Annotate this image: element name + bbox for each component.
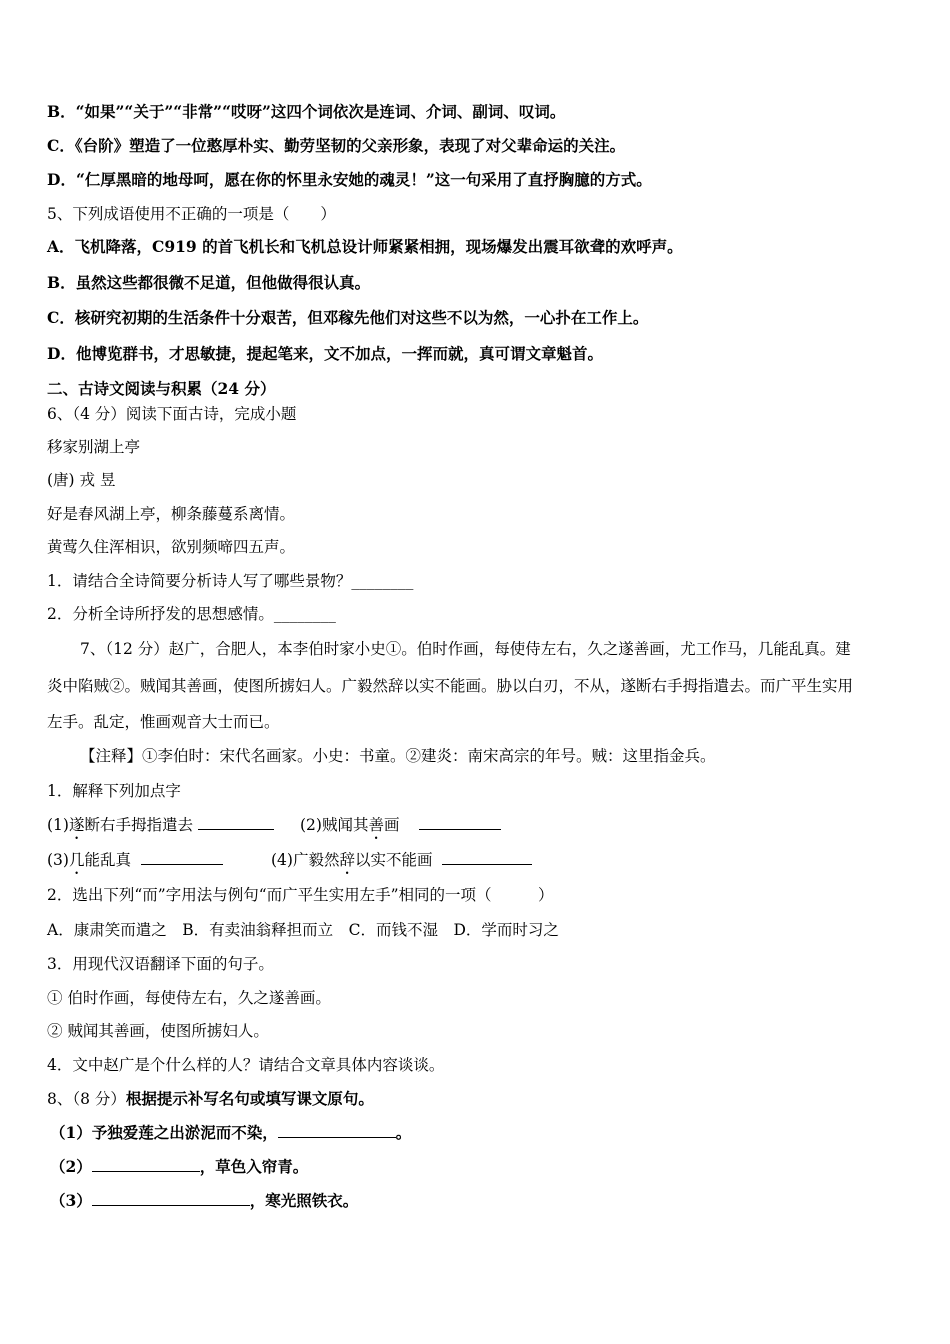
q5-a-idiom: 震耳欲聋 bbox=[543, 237, 606, 256]
q7-word-3-rest: 能乱真 bbox=[84, 851, 131, 869]
q8-line-3 bbox=[50, 1191, 358, 1211]
q5-c-text: C．核研究初期的生活条件十分艰苦，但邓稼先他们对这些 bbox=[47, 308, 447, 327]
q7-word-2-num: (2)贼闻其 bbox=[300, 816, 369, 834]
q5-d-text: D．他博览群书，才思敏捷，提起笔来， bbox=[47, 344, 324, 363]
q5-c-idiom: 不以为然 bbox=[446, 308, 509, 327]
q5-c-text-end: ，一心扑在工作上。 bbox=[508, 308, 649, 327]
q5-stem: 5、下列成语使用不正确的一项是（ ） bbox=[47, 205, 336, 223]
q6-poem-title: 移家别湖上亭 bbox=[47, 438, 141, 456]
q7-word-1 bbox=[47, 815, 274, 843]
q5-b-text-end: ，但他做得很认真。 bbox=[230, 273, 371, 292]
q6-subquestion-1: 1．请结合全诗简要分析诗人写了哪些景物？________ bbox=[47, 572, 414, 590]
q7-subquestion-1: 1．解释下列加点字 bbox=[47, 782, 181, 800]
q7-subquestion-2: 2．选出下列“而”字用法与例句“而广平生实用左手”相同的一项（ ） bbox=[47, 886, 554, 904]
q7-word-4-num: (4)广毅然 bbox=[271, 851, 340, 869]
q8-line-1 bbox=[50, 1123, 411, 1143]
q5-d-text-end: ，一挥而就，真可谓文章魁首。 bbox=[385, 344, 603, 363]
q8-line-3-text: ，寒光照铁衣。 bbox=[249, 1191, 359, 1210]
q5-b-idiom: 很微不足道 bbox=[153, 273, 231, 292]
q8-line-1-text: （1）予独爱莲之出淤泥而不染， bbox=[50, 1123, 278, 1142]
q4-option-b: B．“如果”“关于”“非常”“哎呀”这四个词依次是连词、介词、副词、叹词。 bbox=[47, 102, 566, 121]
q7-passage-line-3: 左手。乱定，惟画观音大士而已。 bbox=[47, 713, 280, 731]
q8-line-2-num: （2） bbox=[50, 1157, 92, 1176]
q6-poem-line-1: 好是春风湖上亭，柳条藤蔓系离情。 bbox=[47, 505, 296, 523]
q6-stem: 6、（4 分）阅读下面古诗，完成小题 bbox=[47, 405, 297, 423]
q7-word-1-blank[interactable] bbox=[198, 815, 274, 830]
q7-subquestion-3: 3．用现代汉语翻译下面的句子。 bbox=[47, 955, 274, 973]
q7-word-2-dotted: 善 bbox=[368, 816, 384, 834]
q8-stem bbox=[47, 1089, 374, 1109]
q5-a-text-end: 的欢呼声。 bbox=[605, 237, 683, 256]
q7-word-1-rest: 断右手拇指遣去 bbox=[84, 816, 193, 834]
q7-subquestion-4: 4．文中赵广是个什么样的人？请结合文章具体内容谈谈。 bbox=[47, 1056, 445, 1074]
q4-option-c: C．《台阶》塑造了一位憨厚朴实、勤劳坚韧的父亲形象，表现了对父辈命运的关注。 bbox=[47, 136, 626, 155]
q7-word-4-rest: 以实不能画 bbox=[354, 851, 433, 869]
q8-line-3-num: （3） bbox=[50, 1191, 92, 1210]
q8-line-3-blank[interactable] bbox=[92, 1191, 250, 1206]
q5-b-text: B．虽然这些都 bbox=[47, 273, 154, 292]
q5-option-c bbox=[47, 308, 648, 328]
section-2-title: 二、古诗文阅读与积累（24 分） bbox=[47, 379, 276, 398]
q7-annotation-label: 【注释】 bbox=[80, 747, 143, 765]
q7-word-2 bbox=[300, 815, 501, 843]
q7-annotation bbox=[80, 746, 716, 766]
q4-option-d: D．“仁厚黑暗的地母呵，愿在你的怀里永安她的魂灵！”这一句采用了直抒胸臆的方式。 bbox=[47, 170, 652, 189]
q7-word-3-num: (3) bbox=[47, 851, 69, 869]
q7-word-2-rest: 画 bbox=[383, 816, 400, 834]
q7-word-3-blank[interactable] bbox=[141, 850, 223, 865]
q7-word-4 bbox=[271, 850, 532, 878]
q5-option-d bbox=[47, 344, 603, 364]
q6-subquestion-2: 2．分析全诗所抒发的思想感情。________ bbox=[47, 605, 336, 623]
q5-d-idiom: 文不加点 bbox=[323, 344, 386, 363]
q7-word-3-dotted: 几 bbox=[68, 851, 85, 869]
q7-passage-line-1: 7、（12 分）赵广，合肥人，本李伯时家小史①。伯时作画，每使侍左右，久之遂善画，尤工作马，几能乱真。建 bbox=[80, 640, 851, 658]
q6-poem-author: (唐) 戎 昱 bbox=[47, 471, 116, 489]
q8-line-2-text: ，草色入帘青。 bbox=[199, 1157, 309, 1176]
q8-line-1-end: 。 bbox=[395, 1123, 412, 1142]
q7-word-4-blank[interactable] bbox=[442, 850, 532, 865]
q5-a-text: A．飞机降落，C919 的首飞机长和飞机总设计师紧紧相拥，现场爆发出 bbox=[47, 237, 544, 256]
q7-options: A．康肃笑而遣之 B．有卖油翁释担而立 C．而钱不湿 D．学而时习之 bbox=[47, 921, 559, 939]
q7-passage-line-2: 炎中陷贼②。贼闻其善画，使图所掳妇人。广毅然辞以实不能画。胁以白刃，不从，遂断右手拇指遣去。而广平生实用 bbox=[47, 677, 854, 695]
q6-poem-line-2: 黄莺久住浑相识，欲别频啼四五声。 bbox=[47, 538, 296, 556]
q7-word-4-dotted: 辞 bbox=[339, 851, 355, 869]
q7-word-1-dotted: 遂 bbox=[68, 816, 85, 834]
q8-line-1-blank[interactable] bbox=[278, 1123, 396, 1138]
q7-annotation-text: ①李伯时：宋代名画家。小史：书童。②建炎：南宋高宗的年号。贼：这里指金兵。 bbox=[142, 747, 716, 765]
q8-line-2 bbox=[50, 1157, 308, 1177]
q7-word-3 bbox=[47, 850, 223, 878]
q5-option-b bbox=[47, 273, 370, 293]
q5-option-a bbox=[47, 237, 683, 257]
q7-word-1-num: (1) bbox=[47, 816, 69, 834]
q7-translate-1: ① 伯时作画，每使侍左右，久之遂善画。 bbox=[47, 989, 331, 1007]
q8-number: 8、（8 分） bbox=[47, 1090, 126, 1108]
q8-instruction: 根据提示补写名句或填写课文原句。 bbox=[125, 1089, 374, 1108]
q8-line-2-blank[interactable] bbox=[92, 1157, 200, 1172]
q7-word-2-blank[interactable] bbox=[419, 815, 501, 830]
q7-translate-2: ② 贼闻其善画，使图所掳妇人。 bbox=[47, 1022, 269, 1040]
